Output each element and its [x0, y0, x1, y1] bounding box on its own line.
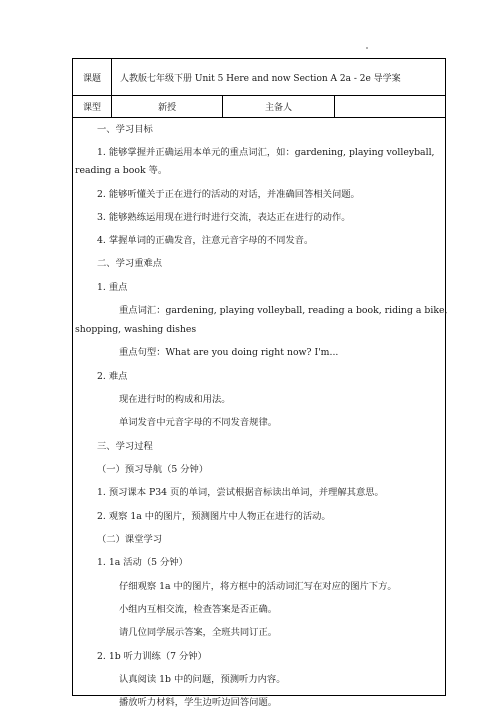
type-row [73, 96, 446, 118]
type-label: 课型 [73, 96, 112, 118]
content-body [73, 118, 448, 708]
activity-1a-step-3: 请几位同学展示答案，全班共同订正。 [119, 627, 278, 638]
content-cell [73, 118, 448, 708]
objective-1-cont: reading a book 等。 [75, 165, 168, 176]
content-row [73, 118, 446, 696]
objective-1: 1. 能够掌握并正确运用本单元的重点词汇，如：gardening, playing volleyball, [97, 147, 435, 158]
type-value: 新授 [112, 96, 223, 118]
key-vocabulary: 重点词汇：gardening, playing volleyball, reading a book, riding a bike, [119, 305, 448, 316]
section-heading-objectives: 一、学习目标 [97, 124, 153, 135]
preview-step-2: 2. 观察 1a 中的图片，预测图片中人物正在进行的活动。 [97, 511, 331, 522]
classroom-heading: （二）课堂学习 [97, 534, 163, 545]
title-value: 人教版七年级下册 Unit 5 Here and now Section A 2a - 2e 导学案 [112, 59, 446, 96]
title-label: 课题 [73, 59, 112, 96]
preview-step-1: 1. 预习课本 P34 页的单词，尝试根据音标读出单词，并理解其意思。 [97, 487, 384, 498]
difficulties-heading: 2. 难点 [97, 371, 128, 382]
key-sentence: 重点句型：What are you doing right now? I'm... [119, 347, 339, 358]
activity-1b-step-1: 认真阅读 1b 中的问题，预测听力内容。 [119, 674, 286, 685]
activity-1a-step-2: 小组内互相交流，检查答案是否正确。 [119, 604, 278, 615]
section-heading-process: 三、学习过程 [97, 441, 153, 452]
difficulty-1: 现在进行时的构成和用法。 [119, 394, 231, 405]
page-mark [366, 47, 368, 49]
activity-1a-heading: 1. 1a 活动（5 分钟） [97, 557, 188, 568]
objective-3: 3. 能够熟练运用现在进行时进行交流，表达正在进行的动作。 [97, 212, 351, 223]
preview-heading: （一）预习导航（5 分钟） [97, 464, 209, 475]
objective-2: 2. 能够听懂关于正在进行的活动的对话，并准确回答相关问题。 [97, 189, 360, 200]
section-heading-keypoints: 二、学习重难点 [97, 258, 163, 269]
objective-4: 4. 掌握单词的正确发音，注意元音字母的不同发音。 [97, 235, 314, 246]
activity-1a-step-1: 仔细观察 1a 中的图片，将方框中的活动词汇写在对应的图片下方。 [119, 581, 397, 592]
preparer-label: 主备人 [223, 96, 334, 118]
lesson-plan-table [72, 58, 448, 708]
key-vocabulary-cont: shopping, washing dishes [75, 324, 197, 335]
difficulty-2: 单词发音中元音字母的不同发音规律。 [119, 417, 278, 428]
keypoints-heading: 1. 重点 [97, 282, 128, 293]
preparer-value [334, 96, 445, 118]
activity-1b-step-2: 播放听力材料，学生边听边回答问题。 [119, 697, 278, 708]
activity-1b-heading: 2. 1b 听力训练（7 分钟） [97, 651, 207, 662]
title-row [73, 59, 446, 96]
